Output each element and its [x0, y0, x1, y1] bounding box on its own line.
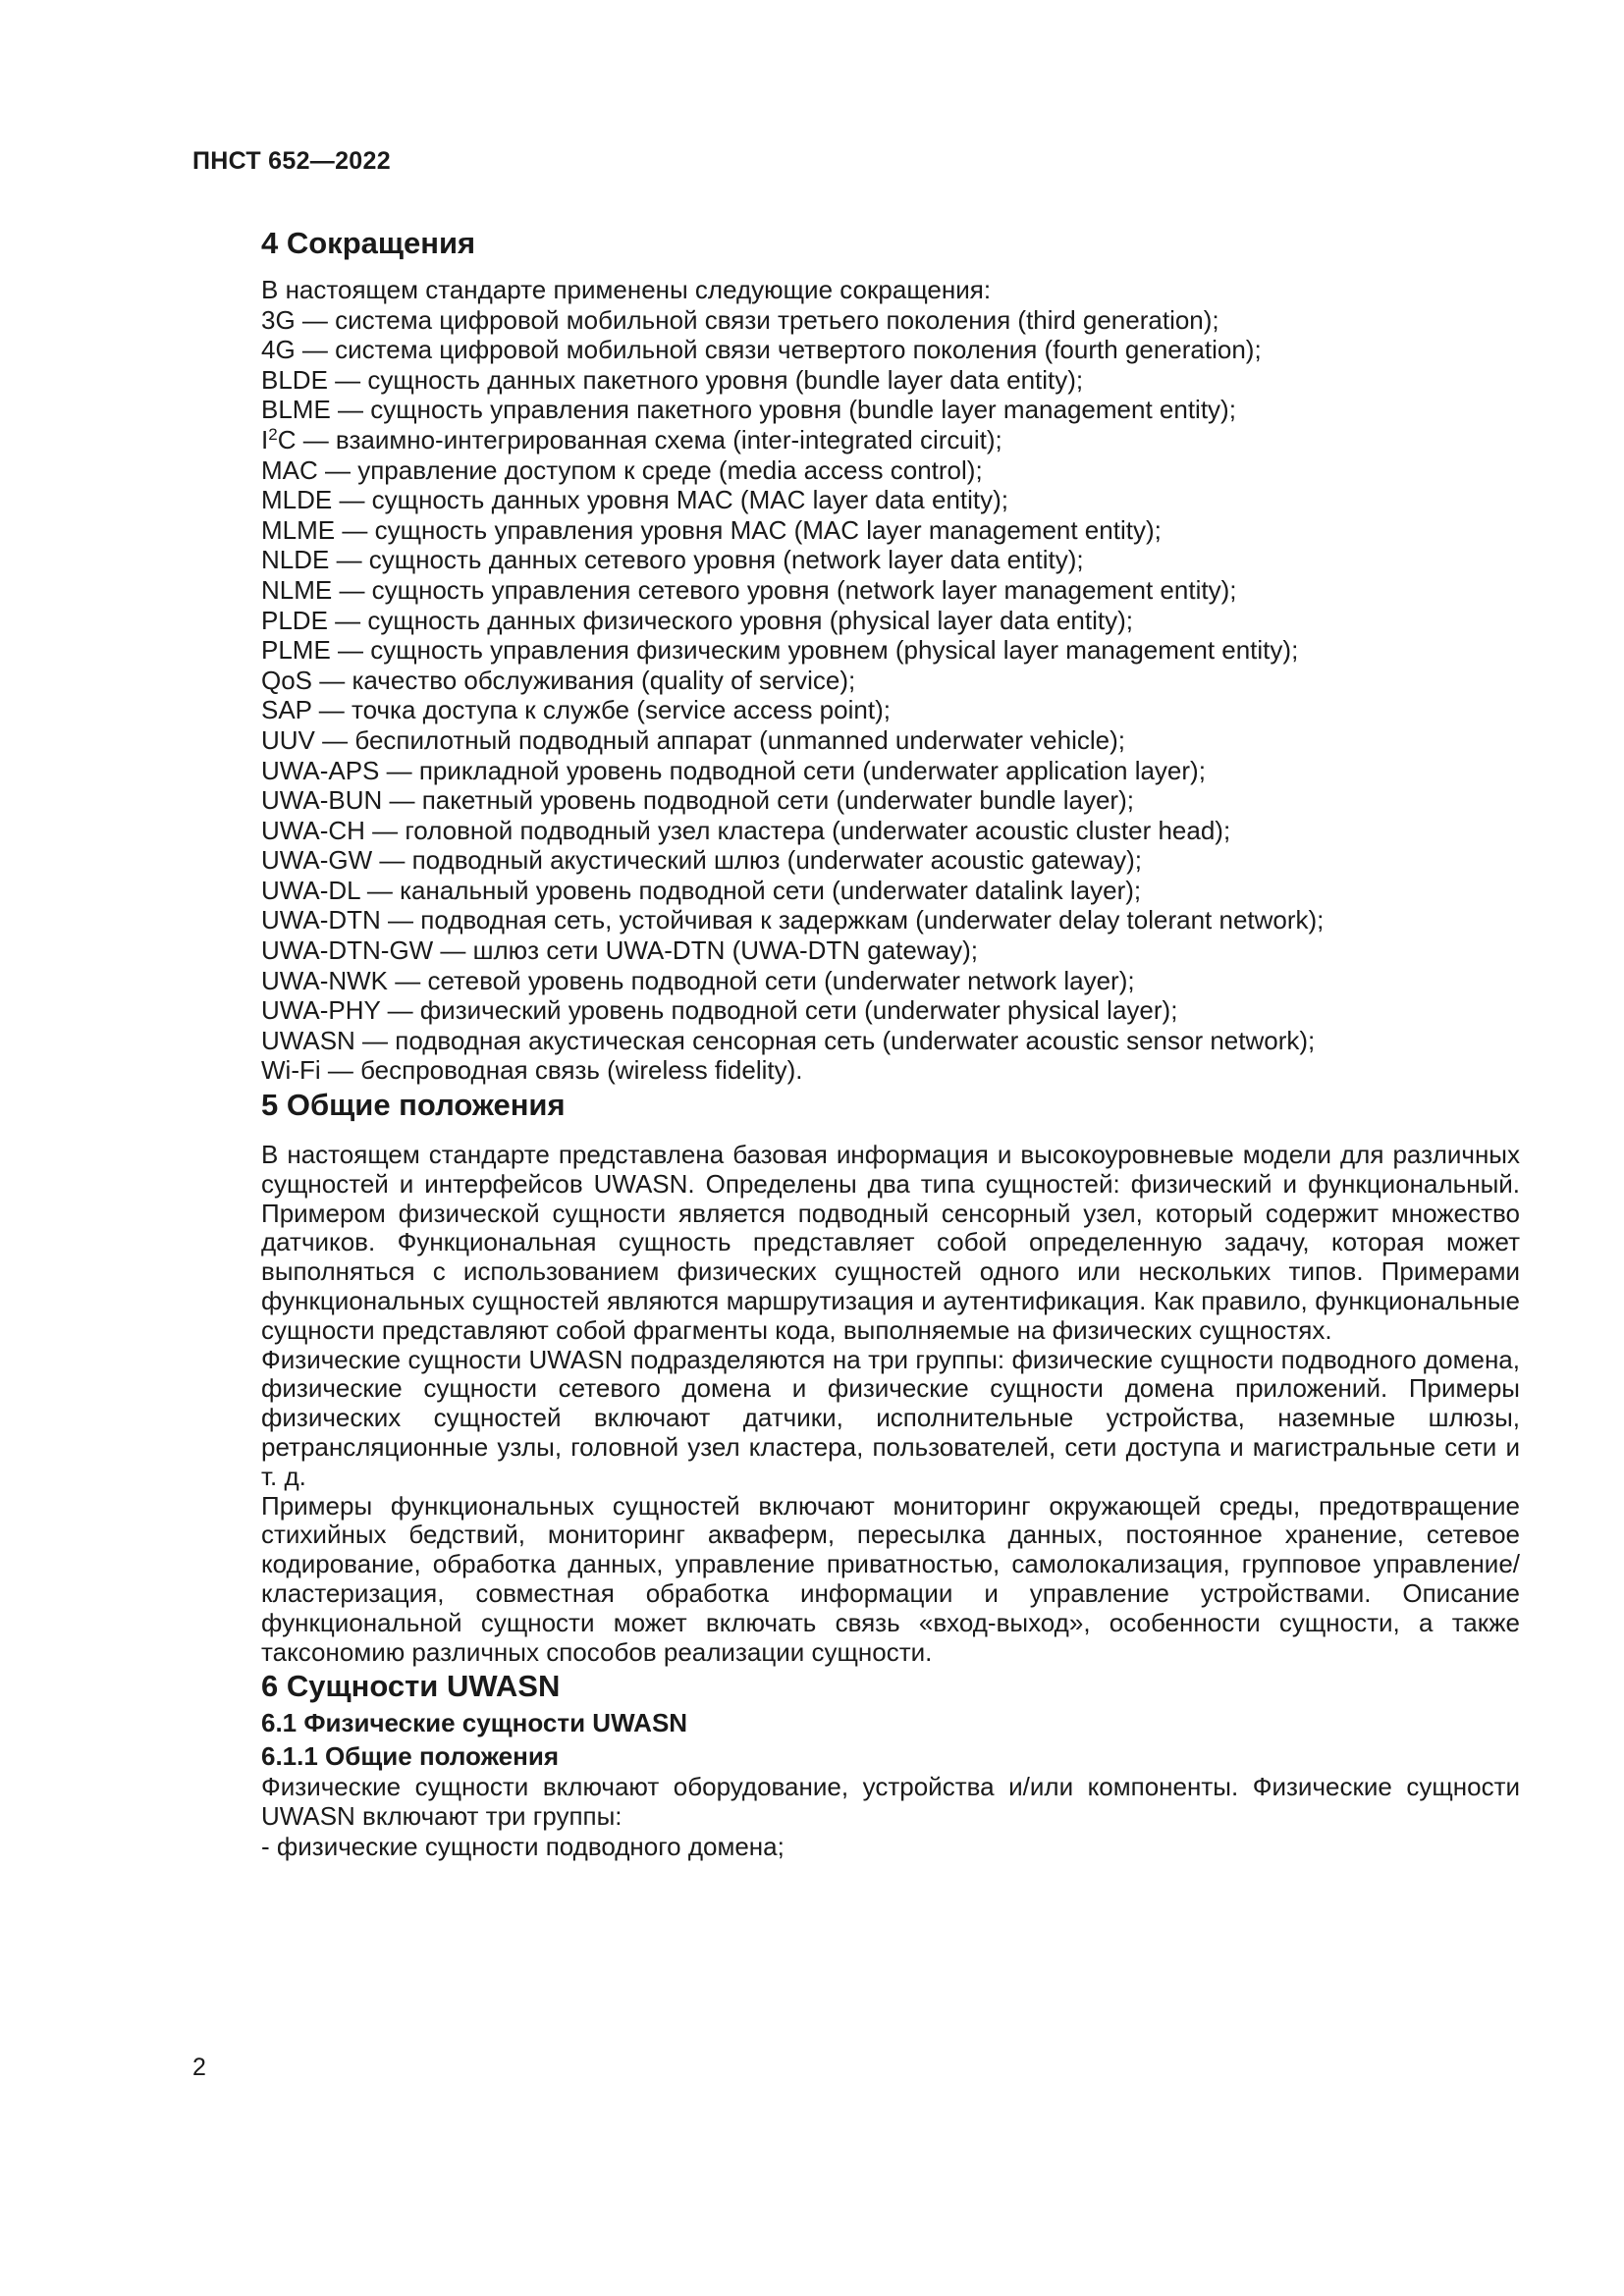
abbreviation-item: SAP — точка доступа к службе (service access point); — [261, 695, 891, 725]
body-paragraph: Физические сущности UWASN подразделяются на три группы: физические сущности подводного домена, физические сущности сетевого домена и физические сущности домена приложений. Примеры физических сущностей включают датчики, исполнительные устройства, наземные шлюзы, ретрансляционные узлы, головной узел кластера, пользователей, сети доступа и магистральные сети и т. д. — [261, 1344, 1520, 1491]
section-4-title: 4 Сокращения — [261, 226, 476, 260]
abbreviation-item: UUV — беспилотный подводный аппарат (unmanned underwater vehicle); — [261, 724, 1126, 755]
abbreviation-item: NLME — сущность управления сетевого уровня (network layer management entity); — [261, 574, 1237, 605]
section-6-title: 6 Сущности UWASN — [261, 1669, 561, 1704]
section-5-body — [261, 1141, 1520, 1667]
section-6-1-title: 6.1 Физические сущности UWASN — [261, 1708, 688, 1738]
abbreviation-superscript: 2 — [268, 424, 278, 444]
abbreviation-item: UWA-DL — канальный уровень подводной сети (underwater datalink layer); — [261, 875, 1142, 905]
abbreviation-item: MAC — управление доступом к среде (media access control); — [261, 454, 983, 485]
abbreviation-item: MLDE — сущность данных уровня MAC (MAC layer data entity); — [261, 485, 1009, 515]
abbreviation-item: BLDE — сущность данных пакетного уровня (bundle layer data entity); — [261, 364, 1084, 395]
abbreviation-item: UWA-DTN — подводная сеть, устойчивая к задержкам (underwater delay tolerant network); — [261, 905, 1325, 935]
abbreviation-item: PLDE — сущность данных физического уровня (physical layer data entity); — [261, 605, 1133, 635]
abbreviations-intro: В настоящем стандарте применены следующие сокращения: — [261, 275, 992, 304]
abbreviation-prefix: I — [261, 424, 269, 454]
abbreviation-item: 3G — система цифровой мобильной связи третьего поколения (third generation); — [261, 304, 1219, 335]
abbreviation-item: QoS — качество обслуживания (quality of service); — [261, 665, 856, 695]
abbreviation-item: UWA-BUN — пакетный уровень подводной сети (underwater bundle layer); — [261, 785, 1134, 816]
abbreviation-item: NLDE — сущность данных сетевого уровня (network layer data entity); — [261, 545, 1084, 575]
body-paragraph: Физические сущности включают оборудование, устройства и/или компоненты. Физические сущности UWASN включают три группы: — [261, 1772, 1520, 1832]
abbreviation-item: BLME — сущность управления пакетного уровня (bundle layer management entity); — [261, 395, 1236, 425]
abbreviation-item: UWASN — подводная акустическая сенсорная сеть (underwater acoustic sensor network); — [261, 1025, 1316, 1055]
body-paragraph: Примеры функциональных сущностей включают мониторинг окружающей среды, предотвращение стихийных бедствий, мониторинг акваферм, пересылка данных, постоянное хранение, сетевое кодирование, обработка данных, управление приватностью, самолокализация, групповое управление/кластеризация, совместная обработка информации и управление устройствами. Описание функциональной сущности может включать связь «вход-выход», особенности сущности, а также таксономию различных способов реализации сущности. — [261, 1490, 1520, 1667]
abbreviation-item: Wi-Fi — беспроводная связь (wireless fidelity). — [261, 1055, 803, 1086]
abbreviation-item: PLME — сущность управления физическим уровнем (physical layer management entity); — [261, 635, 1299, 666]
page-content — [261, 224, 1520, 1861]
abbreviation-item — [261, 425, 1520, 455]
standard-code-header: ПНСТ 652—2022 — [192, 147, 391, 175]
section-5-title: 5 Общие положения — [261, 1088, 566, 1123]
abbreviations-list — [261, 305, 1520, 1086]
page-number: 2 — [192, 2054, 206, 2081]
abbreviation-item: UWA-APS — прикладной уровень подводной сети (underwater application layer); — [261, 755, 1206, 785]
bullet-item: - физические сущности подводного домена; — [261, 1831, 785, 1861]
body-paragraph: В настоящем стандарте представлена базовая информация и высокоуровневые модели для различных сущностей и интерфейсов UWASN. Определены два типа сущностей: физический и функциональный. Примером физической сущности является подводный сенсорный узел, который содержит множество датчиков. Функциональная сущность представляет собой определенную задачу, которая может выполняться с использованием физических сущностей одного или нескольких типов. Примерами функциональных сущностей являются маршрутизация и аутентификация. Как правило, функциональные сущности представляют собой фрагменты кода, выполняемые на физических сущностях. — [261, 1140, 1520, 1345]
abbreviation-item: MLME — сущность управления уровня MAC (MAC layer management entity); — [261, 514, 1162, 545]
abbreviation-item: UWA-GW — подводный акустический шлюз (underwater acoustic gateway); — [261, 845, 1142, 876]
abbreviation-item: UWA-CH — головной подводный узел кластера (underwater acoustic cluster head); — [261, 815, 1231, 845]
abbreviation-item: 4G — система цифровой мобильной связи четвертого поколения (fourth generation); — [261, 335, 1262, 365]
abbreviation-item: UWA-NWK — сетевой уровень подводной сети (underwater network layer); — [261, 965, 1135, 995]
abbreviation-item: UWA-DTN-GW — шлюз сети UWA-DTN (UWA-DTN gateway); — [261, 935, 978, 966]
section-6-1-1-title: 6.1.1 Общие положения — [261, 1741, 559, 1772]
abbreviation-rest: C — взаимно-интегрированная схема (inter-integrated circuit); — [277, 424, 1002, 454]
abbreviation-item: UWA-PHY — физический уровень подводной сети (underwater physical layer); — [261, 995, 1178, 1026]
